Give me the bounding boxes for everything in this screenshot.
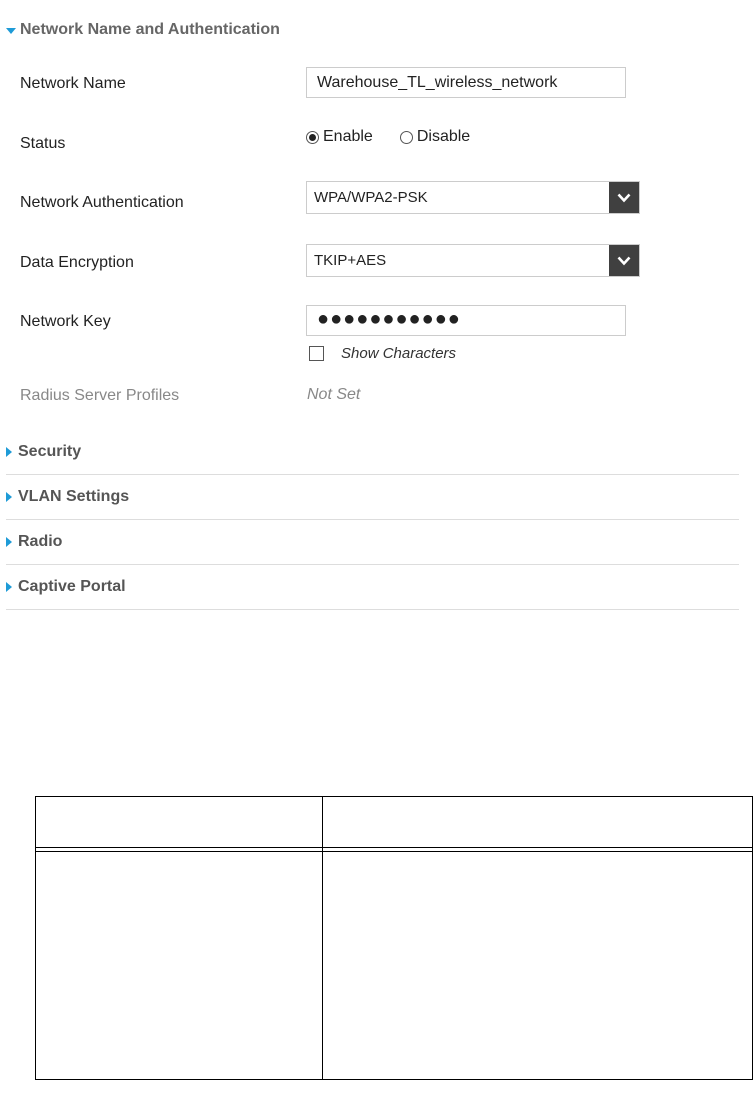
section-title: Network Name and Authentication	[20, 21, 280, 38]
network-key-label: Network Key	[20, 313, 111, 330]
checkbox-unchecked-icon	[309, 346, 324, 361]
caret-right-icon	[6, 582, 12, 592]
chevron-down-icon[interactable]	[609, 245, 639, 276]
network-authentication-label: Network Authentication	[20, 194, 184, 211]
table-header-rule	[36, 847, 752, 848]
network-authentication-select[interactable]	[306, 181, 640, 214]
status-disable-radio[interactable]	[400, 128, 470, 146]
section-security-header[interactable]	[6, 430, 739, 475]
caret-right-icon	[6, 537, 12, 547]
network-authentication-value: WPA/WPA2-PSK	[314, 189, 428, 206]
status-radio-group	[306, 128, 470, 146]
caret-down-icon	[6, 28, 16, 34]
data-encryption-select[interactable]	[306, 244, 640, 277]
data-encryption-value: TKIP+AES	[314, 252, 387, 269]
data-encryption-label: Data Encryption	[20, 254, 134, 271]
caret-right-icon	[6, 492, 12, 502]
status-enable-radio[interactable]	[306, 128, 373, 146]
radius-server-profiles-value: Not Set	[307, 386, 361, 403]
radio-unselected-icon	[400, 131, 413, 144]
radius-server-profiles-label: Radius Server Profiles	[20, 387, 180, 404]
table-header-rule-double	[36, 851, 752, 852]
table-column-divider	[322, 797, 323, 1079]
chevron-down-icon[interactable]	[609, 182, 639, 213]
section-vlan-settings-header[interactable]	[6, 475, 739, 520]
section-security-label: Security	[18, 443, 82, 460]
section-vlan-settings-label: VLAN Settings	[18, 488, 130, 505]
network-key-input[interactable]: ●●●●●●●●●●●	[306, 305, 626, 336]
empty-table	[35, 796, 753, 1080]
status-enable-label: Enable	[323, 128, 373, 145]
radio-selected-icon	[306, 131, 319, 144]
network-name-input[interactable]: Warehouse_TL_wireless_network	[306, 67, 626, 98]
show-characters-checkbox[interactable]	[309, 345, 456, 362]
section-radio-header[interactable]	[6, 520, 739, 565]
network-name-label: Network Name	[20, 75, 126, 92]
status-label: Status	[20, 135, 66, 152]
status-disable-label: Disable	[416, 128, 471, 145]
section-captive-portal-header[interactable]	[6, 565, 739, 610]
section-captive-portal-label: Captive Portal	[18, 578, 126, 595]
caret-right-icon	[6, 447, 12, 457]
section-network-name-auth-header[interactable]	[6, 19, 280, 41]
section-radio-label: Radio	[18, 533, 63, 550]
show-characters-label: Show Characters	[341, 345, 457, 362]
